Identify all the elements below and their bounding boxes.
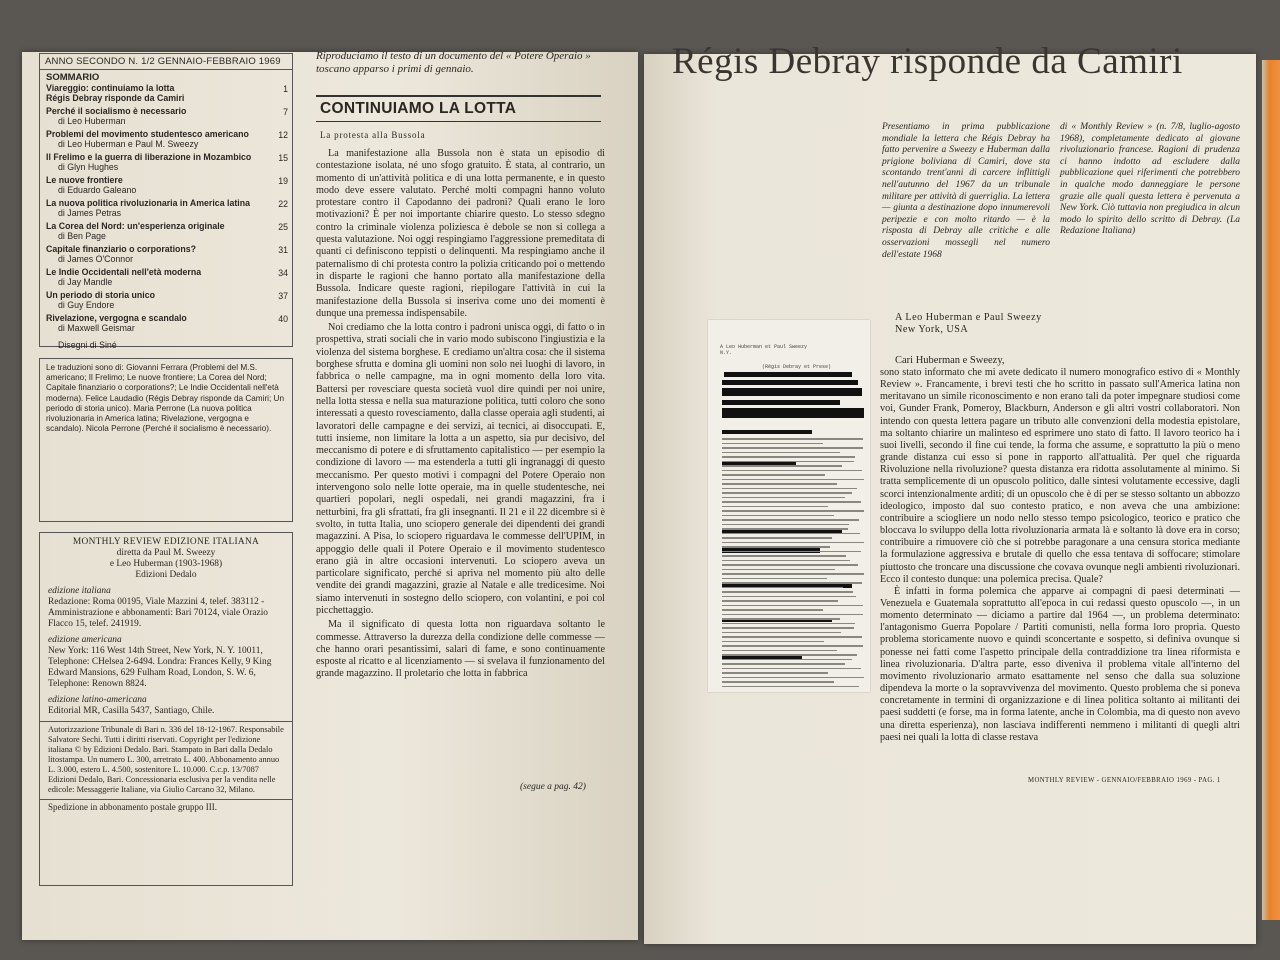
facsimile-subject: (Régis Debray et Prese) xyxy=(762,364,832,370)
masthead-publisher: Edizioni Dedalo xyxy=(135,570,197,580)
toc-entry xyxy=(40,152,292,172)
toc-entry-page: 40 xyxy=(278,314,288,324)
toc-entry-author: di Guy Endore xyxy=(58,300,115,310)
toc-entry xyxy=(40,129,292,149)
latin-american-edition-label: edizione latino-americana xyxy=(48,695,147,705)
toc-entry-author: di Glyn Hughes xyxy=(58,162,119,172)
toc-entry-page: 19 xyxy=(278,176,288,186)
toc-entry-title: La nuova politica rivoluzionaria in America latina xyxy=(46,198,251,208)
italian-edition-text: Redazione: Roma 00195, Viale Mazzini 4, telef. 383112 - Amministrazione e abbonamenti: Bari 70124, viale Orazio Flacco 15, telef. 241919. xyxy=(48,597,268,629)
toc-entry-page: 34 xyxy=(278,268,288,278)
drawings-credit: Disegni di Siné xyxy=(58,340,117,350)
toc-entry-page: 1 xyxy=(283,84,288,94)
toc-entry-author: di Leo Huberman e Paul M. Sweezy xyxy=(58,139,199,149)
masthead-directors-2: e Leo Huberman (1903-1968) xyxy=(109,559,223,569)
addressee-names: A Leo Huberman e Paul Sweezy xyxy=(895,312,1042,323)
intro-column-2 xyxy=(1060,122,1240,238)
toc-entry-title: Rivelazione, vergogna e scandalo xyxy=(46,313,187,323)
american-edition-text: New York: 116 West 14th Street, New York, N. Y. 10011, Telephone: CHelsea 2-6494. Londra: Frances Kelly, 9 King Edward Mansions, 629 Fulham Road, London, S. W. 6, Telephone: Renown 8824. xyxy=(48,646,272,689)
toc-entry xyxy=(40,175,292,195)
toc-entry xyxy=(40,290,292,310)
article-paragraph: Noi crediamo che la lotta contro i padroni unisca oggi, di fatto o in prospettiva, strati sociali che in vario modo subiscono l'ingiustizia e la violenza del sistema borghese. E crediamo un'altra cosa: che il sistema borghese sfrutta e domina gli uomini non solo nei luoghi di lavoro, in fabbrica o nelle campagne, ma in ogni momento della loro vita. Battersi per rovesciare questa società vuol dire quindi per noi unire, nella lotta stessa e nella sua maturazione politica, tutti coloro che sono interessati a questo rovesciamento, dalla classe operaia agli studenti, ai lavoratori delle campagne e dei servizi, ai tecnici, ai disoccupati. E, tutti insieme, non limitare la lotta a un aspetto, sia pur decisivo, del meccanismo di potere e di sfruttamento capitalistico — per esempio la condizione di lavoro — ma estenderla a tutti gli ingranaggi di questo meccanismo. Per questo motivi i compagni del Potere Operaio non intervengono solo nelle lotte operaie, ma in quelle studentesche, nei quartieri popolari, negli ospedali, nei grandi magazzini, fra i netturbini, fra gli sfrattati, fra gli insegnanti. Il 21 e il 22 dicembre si è svolto, in tutta Italia, uno sciopero generale dei dipendenti dei grandi magazzini. A Pisa, lo sciopero riguardava le commesse dell'UPIM, in appoggio delle quali il Potere Operaio e il movimento studentesco erano già in altre occasioni intervenuti. Lo sciopero aveva un particolare significato, perché si apriva nel momento più alto delle vendite dei grandi magazzini, grazie al Natale e alle tredicesime. Noi siamo intervenuti in sostegno dello sciopero, con volantini, e poi col picchettaggio. xyxy=(316,322,605,616)
toc-entry-author: di Maxwell Geismar xyxy=(58,323,135,333)
continued-notice: (segue a pag. 42) xyxy=(520,782,586,792)
letter-body xyxy=(880,367,1240,744)
editorial-signature: (La Redazione Italiana) xyxy=(1060,214,1240,237)
toc-entry-title: Problemi del movimento studentesco americano xyxy=(46,129,249,139)
toc-entry-author: di Eduardo Galeano xyxy=(58,185,137,195)
article-body xyxy=(316,148,605,683)
toc-entry-title: Perché il socialismo è necessario xyxy=(46,106,187,116)
article-intro: Riproduciamo il testo di un documento del « Potere Operaio » toscano apparso i primi di gennaio. xyxy=(316,50,591,75)
article-heading: CONTINUIAMO LA LOTTA xyxy=(320,100,517,117)
translations-credit-box xyxy=(39,358,293,522)
toc-entry xyxy=(40,93,292,103)
issue-header: ANNO SECONDO N. 1/2 GENNAIO-FEBBRAIO 1969 xyxy=(40,54,292,70)
legal-notice: Autorizzazione Tribunale di Bari n. 336 del 18-12-1967. Responsabile Salvatore Sechi. Tutti i diritti riservati. Copyright per l'edizione italiana © by Edizioni Dedalo. Bari. Stampato in Bari dalla Dedalo litostampa. Un numero L. 300, arretrato L. 400. Abbonamento annuo L. 3.000, estero L. 4.500, sostenitore L. 10.000. C.c.p. 13/7087 Edizioni Dedalo, Bari. Concessionaria esclusiva per la vendita nelle edicole: Messaggerie Italiane, via Giulio Carcano 32, Milano. xyxy=(48,725,284,794)
italian-edition-label: edizione italiana xyxy=(48,586,111,596)
toc-entry-page: 22 xyxy=(278,199,288,209)
table-of-contents xyxy=(39,53,293,350)
main-title: Régis Debray risponde da Camiri xyxy=(672,41,1183,82)
toc-entry-title: Il Frelimo e la guerra di liberazione in Mozambico xyxy=(46,152,252,162)
next-page-edge xyxy=(1262,60,1280,920)
toc-entry-author: di Ben Page xyxy=(58,231,106,241)
salutation: Cari Huberman e Sweezy, xyxy=(895,355,1005,366)
intro-column-2-text: di « Monthly Review » (n. 7/8, luglio-agosto 1968), completamente dedicato al giovane rivoluzionario francese. Ragioni di prudenza ci hanno indotto ad escludere dalla pubblicazione quei riferimenti che potrebbero in qualche modo danneggiare le persone grazie alle quali questa lettera è pervenuta a New York. Ciò tuttavia non pregiudica in alcun modo lo spirito dello scritto di Debray. xyxy=(1060,122,1240,225)
article-subheading: La protesta alla Bussola xyxy=(320,130,426,140)
toc-entry-title: Le Indie Occidentali nell'età moderna xyxy=(46,267,202,277)
toc-entry-page: 12 xyxy=(278,130,288,140)
toc-entry-title: Le nuove frontiere xyxy=(46,175,123,185)
american-edition-label: edizione americana xyxy=(48,635,122,645)
article-paragraph: Ma il significato di questa lotta non riguardava soltanto le commesse. Attraverso la durezza della condizione delle commesse — che hanno orari pesantissimi, salari di fame, e sono continuamente esposte al ricatto e al licenziamento — si svelava il funzionamento del grande magazzino. Il proletario che lotta in fabbrica xyxy=(316,619,605,680)
toc-entry-page: 25 xyxy=(278,222,288,232)
masthead-directors: diretta da Paul M. Sweezy xyxy=(116,548,216,558)
article-heading-box xyxy=(316,95,601,122)
addressee xyxy=(895,312,1042,336)
letter-paragraph: È infatti in forma polemica che apparve ai compagni di paesi determinati — Venezuela e Guatemala soprattutto all'epoca in cui redassi questo opuscolo —, in un momento determinato — diciamo a partire dal 1964 —, un problema determinato: l'antagonismo Guerra Popolare / Partiti comunisti, nella forma loro propria. Questo problema storicamente nuovo e quindi sconcertante e sospetto, si definiva ovunque si ponesse nei fatti come l'aspetto principale della contraddizione tra linea riformista e linea rivoluzionaria. D'altra parte, esso diveniva il problema vitale all'interno del movimento rivoluzionario armato esattamente nel senso che dalla sua soluzione dipendeva la morte o la sopravvivenza del movimento. Questo problema che si poneva concretamente in termini di organizzazione e di linea politica soltanto ai militanti dei paesi suddetti (e forse, ma in forma latente, anche in Colombia, ma di questo non avevo una diretta esperienza), non lasciava indifferenti nemmeno i militanti di quegli altri paesi nei quali la lotta di classe restava xyxy=(880,585,1240,743)
article-paragraph: La manifestazione alla Bussola non è stata un episodio di contestazione isolata, né uno sfogo gratuito. È stata, al contrario, un momento di un'attività politica e di una lotta permanente, e in questo modo deve essere valutato. Perché molti compagni hanno voluto protestare contro il Capodanno dei padroni? Quali erano le loro motivazioni? È per noi importante chiarire questo. Lo stesso sdegno contro la criminale violenza poliziesca è debole se non si collega a questa valutazione. Noi oggi respingiamo l'aggressione premeditata di quanti ci definiscono teppisti o delinquenti. Ma respingiamo anche il paternalismo di chi protesta contro la polizia criticando poi o mettendo in disparte le ragioni che hanno portato alla manifestazione della Bussola. Indicare queste ragioni, riepilogare l'attività in cui la manifestazione della Bussola si inseriva come uno dei momenti è dunque una premessa indispensabile. xyxy=(316,148,605,319)
toc-entry xyxy=(40,244,292,264)
sommario-heading: SOMMARIO xyxy=(46,72,100,83)
postal-notice: Spedizione in abbonamento postale gruppo III. xyxy=(48,802,217,812)
toc-entry xyxy=(40,313,292,333)
masthead-title: MONTHLY REVIEW EDIZIONE ITALIANA xyxy=(72,537,260,547)
toc-entry-author: di James O'Connor xyxy=(58,254,134,264)
addressee-city: New York, USA xyxy=(895,324,969,335)
toc-entry xyxy=(40,221,292,241)
toc-entry-page: 15 xyxy=(278,153,288,163)
toc-entry xyxy=(40,198,292,218)
toc-entry-title: Viareggio: continuiamo la lotta xyxy=(46,83,175,93)
toc-entry-author: di Leo Huberman xyxy=(58,116,126,126)
toc-entry xyxy=(40,106,292,126)
toc-entry-title: Capitale finanziario o corporations? xyxy=(46,244,197,254)
letter-facsimile-image xyxy=(708,320,870,692)
toc-entry-title: La Corea del Nord: un'esperienza originale xyxy=(46,221,225,231)
toc-entry-title: Un periodo di storia unico xyxy=(46,290,155,300)
toc-entry-title: Régis Debray risponde da Camiri xyxy=(46,93,185,103)
toc-entry xyxy=(40,83,292,93)
toc-entry-author: di James Petras xyxy=(58,208,122,218)
page-footer: MONTHLY REVIEW - GENNAIO/FEBBRAIO 1969 - PAG. 1 xyxy=(1028,777,1221,784)
toc-entry-page: 31 xyxy=(278,245,288,255)
toc-entry xyxy=(40,267,292,287)
facsimile-header: A Leo Huberman et Paul Sweezy N.Y. xyxy=(720,344,808,356)
intro-column-1: Presentiamo in prima pubblicazione mondiale la lettera che Régis Debray ha fatto pervenire a Sweezy e Huberman dalla prigione boliviana di Camiri, dove sta scontando trent'anni di carcere inflittigli nell'autunno del 1967 da un tribunale militare per attività di guerriglia. La lettera — giunta a destinazione dopo innumerevoli peripezie e con molto ritardo — è la risposta di Debray alle critiche e alle osservazioni mossegli nel numero dell'estate 1968 xyxy=(882,122,1050,260)
masthead-box xyxy=(39,532,293,886)
toc-entry-author: di Jay Mandle xyxy=(58,277,113,287)
latin-american-edition-text: Editorial MR, Casilla 5437, Santiago, Chile. xyxy=(48,706,215,716)
letter-paragraph: sono stato informato che mi avete dedicato il numero monografico estivo di « Monthly Review ». Francamente, i brevi testi che ho scritto in passato sull'America latina non meritavano un simile riconoscimento e non erano tali da poter impegnare studiosi come voi, Gunder Frank, Pomeroy, Blackburn, Anderson e gli altri vostri collaboratori. Non intendo con questa lettera pagare un tributo alle convenzioni della modestia epistolare, ma soltanto chiarire un malinteso ed esprimere uno stato di fatto. Il lavoro teorico ha i suoi livelli, secondo il fine cui tende, la forma che assume, e soprattutto la più o meno grande distanza cui esso si pone in rapporto all'attualità. Per quel che riguarda Rivoluzione nella rivoluzione? questa distanza era ridotta assolutamente al minimo. Si tratta semplicemente di un opuscolo politico, dalle sintesi volutamente eccessive, dagli scorci intenzionalmente arditi; di un opuscolo che è di per se stesso soltanto un abbozzo ideologico, imposto dal suo contesto pratico, e non aveva che una ambizione: contribuire a sciogliere un nodo nello stesso tempo psicologico, teorico e pratico che bloccava lo sviluppo della lotta rivoluzionaria armata là e soltanto là dove era in corso; contribuire a rimuovere ciò che si potrebbe paragonare a una censura storica mediante la formulazione aggressiva e brutale di quello che essa tentava di soffocare; stimolare piuttosto che troncare una discussione che covava ovunque negli ambienti rivoluzionari. Ecco il contesto dunque: una polemica precisa. Quale? xyxy=(880,367,1240,585)
translations-credit: Le traduzioni sono di: Giovanni Ferrara (Problemi del M.S. americano; Il Frelimo; Le nuove frontiere; La Corea del Nord; Capitale finanziario o corporations?; Le Indie Occidentali nell'età moderna). Felice Laudadio (Régis Debray risponde da Camiri; Un periodo di storia unico). Maria Perrone (La nuova politica rivoluzionaria in America latina; Rivelazione, vergogna e scandalo). Nicola Perrone (Perché il socialismo è necessario). xyxy=(46,363,285,434)
toc-entry-page: 37 xyxy=(278,291,288,301)
toc-entries xyxy=(40,83,292,336)
toc-entry-page: 7 xyxy=(283,107,288,117)
